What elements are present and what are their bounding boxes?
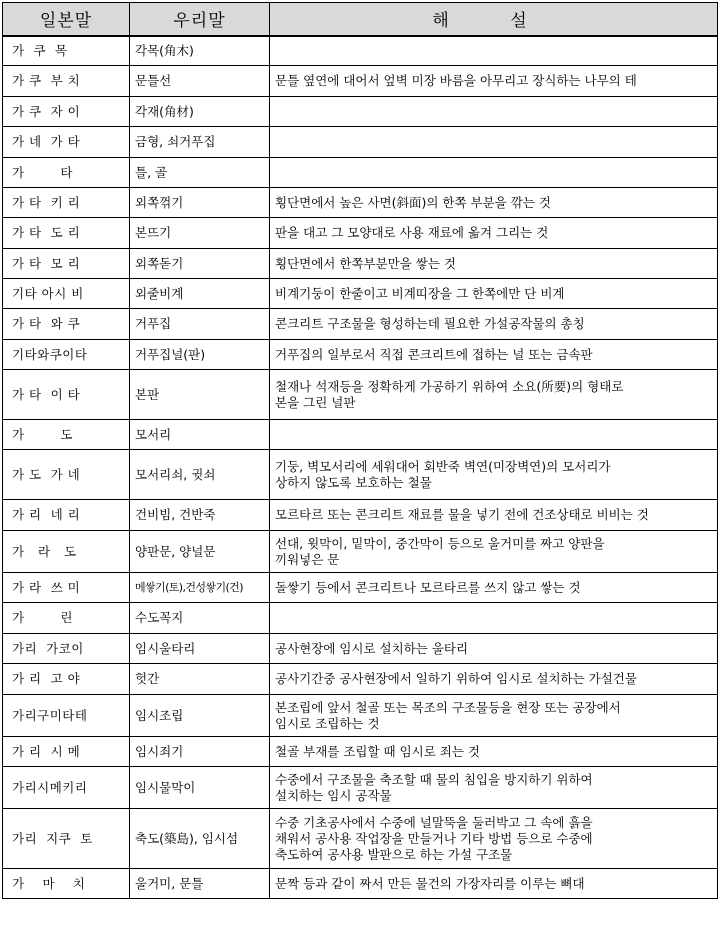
table-row: [3, 695, 718, 737]
japanese-term: 기타 아시 비: [3, 279, 130, 309]
japanese-term: 가 마 치: [3, 869, 130, 899]
korean-term: 모서리쇠, 귓쇠: [130, 450, 270, 500]
explanation-cell: [270, 603, 718, 634]
korean-term: 금형, 쇠거푸집: [130, 127, 270, 158]
korean-term: 문틀선: [130, 66, 270, 97]
explanation-line: 콘크리트 구조물을 형성하는데 필요한 가설공작물의 총칭: [275, 316, 585, 331]
japanese-term: 가리 가코이: [3, 634, 130, 664]
korean-term: 헛간: [130, 664, 270, 695]
table-row: [3, 309, 718, 340]
explanation-line: 채워서 공사용 작업장을 만들거나 기타 방법 등으로 수중에: [275, 830, 593, 846]
header-japanese: 일본말: [3, 3, 130, 36]
explanation-cell: [270, 340, 718, 370]
korean-term: 축도(築島), 임시섬: [130, 809, 270, 869]
japanese-term: 가 쿠 자 이: [3, 97, 130, 127]
explanation-line: 공사현장에 임시로 설치하는 울타리: [275, 640, 469, 656]
korean-term: 수도꼭지: [130, 603, 270, 634]
header-row: [3, 3, 718, 36]
explanation-cell: [270, 767, 718, 809]
korean-term: 양판문, 양널문: [130, 531, 270, 573]
table-row: [3, 869, 718, 899]
korean-term: 건비빔, 건반죽: [130, 500, 270, 531]
korean-term: 본판: [130, 370, 270, 420]
table-row: [3, 420, 718, 450]
table-row: [3, 634, 718, 664]
korean-term: 임시울타리: [130, 634, 270, 664]
explanation-line: 비계기둥이 한줄이고 비계띠장을 그 한쪽에만 단 비계: [275, 285, 565, 301]
table-row: [3, 279, 718, 309]
korean-term: 외쪽꺾기: [130, 188, 270, 218]
explanation-line: 기둥, 벽모서리에 세워대어 회반죽 벽연(미장벽연)의 모서리가: [275, 458, 611, 474]
table-row: [3, 66, 718, 97]
japanese-term: 가 쿠 목: [3, 36, 130, 66]
explanation-line: 돌쌓기 등에서 콘크리트나 모르타르를 쓰지 않고 쌓는 것: [275, 579, 581, 595]
explanation-line: 끼워넣은 문: [275, 551, 340, 567]
japanese-term: 가 리 고 야: [3, 664, 130, 695]
glossary-table: [2, 2, 718, 899]
explanation-cell: [270, 97, 718, 127]
table-row: [3, 188, 718, 218]
explanation-line: 철골 부재를 조립할 때 임시로 죄는 것: [275, 743, 480, 759]
explanation-cell: [270, 809, 718, 869]
explanation-line: 문틀 옆연에 대어서 엎벽 미장 바름을 아무리고 장식하는 나무의 테: [275, 73, 637, 88]
explanation-cell: [270, 188, 718, 218]
table-row: [3, 340, 718, 370]
explanation-line: 상하지 않도록 보호하는 철물: [275, 474, 432, 490]
korean-term: 외줄비계: [130, 279, 270, 309]
explanation-cell: [270, 158, 718, 188]
japanese-term: 가 타 키 리: [3, 188, 130, 218]
table-row: [3, 218, 718, 249]
explanation-cell: [270, 664, 718, 695]
explanation-cell: [270, 370, 718, 420]
japanese-term: 가 네 가 타: [3, 127, 130, 158]
header-explanation: 해 설: [270, 3, 718, 36]
glossary-rows: [3, 36, 718, 899]
explanation-cell: [270, 279, 718, 309]
korean-term: 거푸집널(판): [130, 340, 270, 370]
table-row: [3, 97, 718, 127]
japanese-term: 가 도: [3, 420, 130, 450]
table-row: [3, 573, 718, 603]
japanese-term: 기타와쿠이타: [3, 340, 130, 370]
japanese-term: 가 타 와 쿠: [3, 309, 130, 340]
explanation-cell: [270, 531, 718, 573]
table-row: [3, 531, 718, 573]
table-row: [3, 603, 718, 634]
japanese-term: 가 타 모 리: [3, 249, 130, 279]
japanese-term: 가 리 시 메: [3, 737, 130, 767]
table-row: [3, 809, 718, 869]
japanese-term: 가리구미타테: [3, 695, 130, 737]
explanation-line: 선대, 윗막이, 밑막이, 중간막이 등으로 울거미를 짜고 양판을: [275, 535, 605, 551]
korean-term: 임시물막이: [130, 767, 270, 809]
explanation-line: 거푸집의 일부로서 직접 콘크리트에 접하는 널 또는 금속판: [275, 346, 593, 362]
korean-term: 임시조립: [130, 695, 270, 737]
explanation-line: 축도하여 공사용 발판으로 하는 가설 구조물: [275, 846, 513, 862]
korean-term: 메쌓기(토),건성쌓기(건): [130, 573, 270, 603]
explanation-line: 임시로 조립하는 것: [275, 715, 380, 731]
explanation-cell: [270, 36, 718, 66]
table-row: [3, 36, 718, 66]
explanation-line: 본을 그린 널판: [275, 394, 356, 410]
explanation-line: 횡단면에서 높은 사면(斜面)의 한쪽 부분을 깎는 것: [275, 194, 551, 210]
explanation-cell: [270, 869, 718, 899]
explanation-cell: [270, 450, 718, 500]
japanese-term: 가 타 도 리: [3, 218, 130, 249]
japanese-term: 가 도 가 네: [3, 450, 130, 500]
japanese-term: 가 쿠 부 치: [3, 66, 130, 97]
explanation-line: 설치하는 임시 공작물: [275, 787, 392, 803]
explanation-cell: [270, 127, 718, 158]
table-row: [3, 737, 718, 767]
explanation-cell: [270, 420, 718, 450]
japanese-term: 가 린: [3, 603, 130, 634]
table-row: [3, 500, 718, 531]
japanese-term: 가리 지쿠 토: [3, 809, 130, 869]
korean-term: 각재(角材): [130, 97, 270, 127]
korean-term: 외쪽돋기: [130, 249, 270, 279]
table-row: [3, 127, 718, 158]
explanation-cell: [270, 573, 718, 603]
korean-term: 모서리: [130, 420, 270, 450]
korean-term: 임시죄기: [130, 737, 270, 767]
explanation-cell: [270, 634, 718, 664]
japanese-term: 가 타 이 타: [3, 370, 130, 420]
explanation-cell: [270, 500, 718, 531]
explanation-line: 수중에서 구조물을 축조할 때 물의 침입을 방지하기 위하여: [275, 771, 593, 787]
explanation-cell: [270, 66, 718, 97]
explanation-line: 공사기간중 공사현장에서 일하기 위하여 임시로 설치하는 가설건물: [275, 671, 637, 686]
korean-term: 울거미, 문틀: [130, 869, 270, 899]
explanation-cell: [270, 249, 718, 279]
explanation-line: 수중 기초공사에서 수중에 널말뚝을 둘러박고 그 속에 흙을: [275, 814, 593, 830]
explanation-line: 철재나 석재등을 정확하게 가공하기 위하여 소요(所要)의 형태로: [275, 378, 624, 394]
japanese-term: 가 라 도: [3, 531, 130, 573]
header-korean: 우리말: [130, 3, 270, 36]
korean-term: 본뜨기: [130, 218, 270, 249]
table-row: [3, 370, 718, 420]
explanation-line: 횡단면에서 한쪽부분만을 쌓는 것: [275, 255, 456, 271]
korean-term: 거푸집: [130, 309, 270, 340]
japanese-term: 가 라 쓰 미: [3, 573, 130, 603]
japanese-term: 가 타: [3, 158, 130, 188]
explanation-cell: [270, 737, 718, 767]
explanation-line: 모르타르 또는 콘크리트 재료를 물을 넣기 전에 건조상태로 비비는 것: [275, 507, 649, 522]
glossary-table-wrapper: [2, 2, 718, 899]
table-row: [3, 249, 718, 279]
explanation-line: 판을 대고 그 모양대로 사용 재료에 옮겨 그리는 것: [275, 225, 549, 240]
japanese-term: 가 리 네 리: [3, 500, 130, 531]
table-row: [3, 664, 718, 695]
explanation-line: 본조립에 앞서 철골 또는 목조의 구조물등을 현장 또는 공장에서: [275, 699, 621, 715]
explanation-cell: [270, 218, 718, 249]
table-row: [3, 767, 718, 809]
explanation-cell: [270, 309, 718, 340]
explanation-cell: [270, 695, 718, 737]
table-row: [3, 158, 718, 188]
table-row: [3, 450, 718, 500]
japanese-term: 가리시메키리: [3, 767, 130, 809]
korean-term: 틀, 골: [130, 158, 270, 188]
explanation-line: 문짝 등과 같이 짜서 만든 물건의 가장자리를 이루는 뼈대: [275, 875, 585, 891]
korean-term: 각목(角木): [130, 36, 270, 66]
